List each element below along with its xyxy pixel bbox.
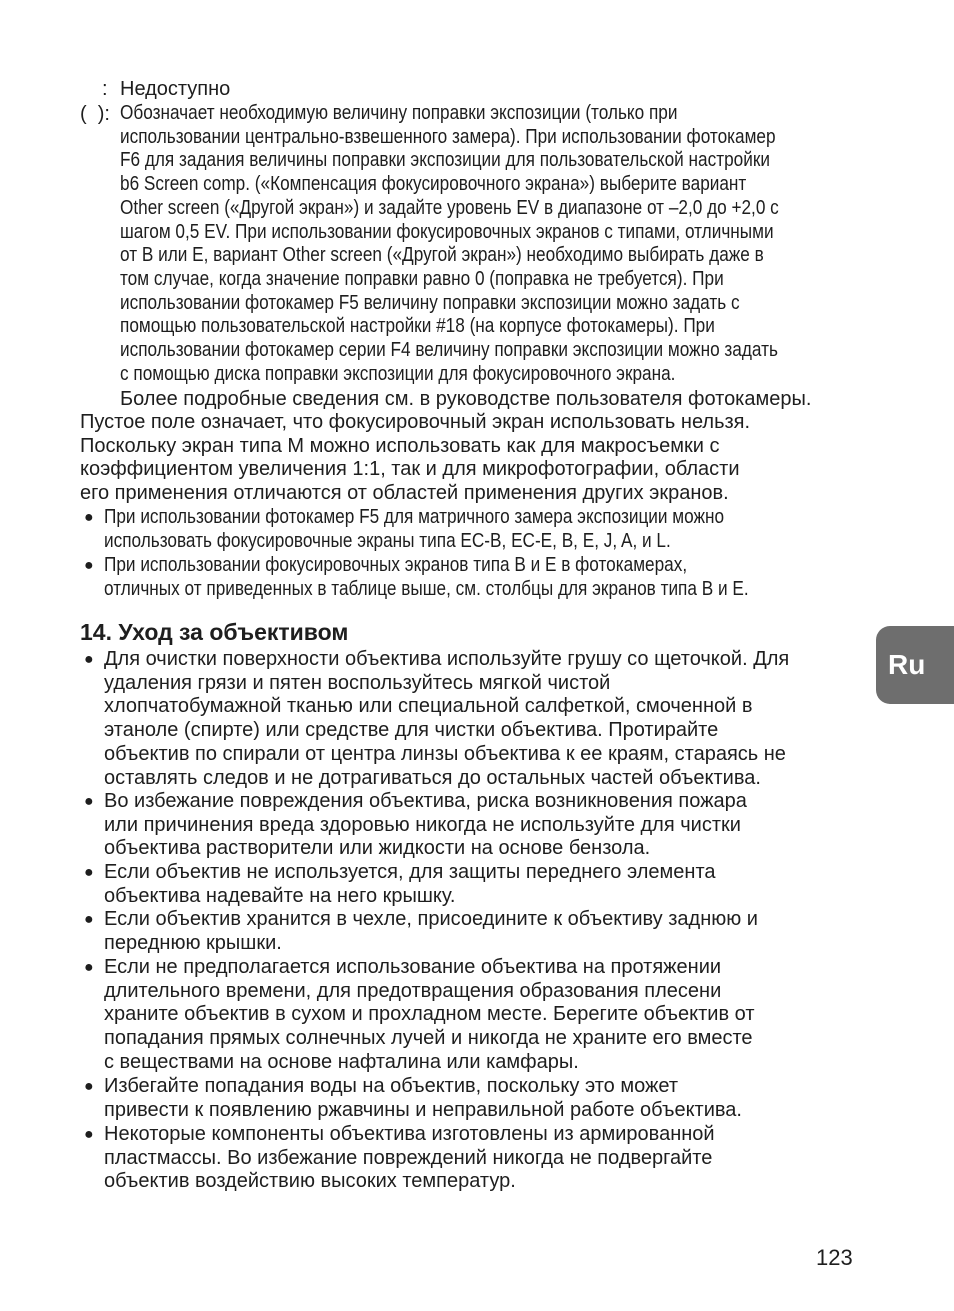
item-line: объектив воздействию высоких температур. [104,1170,516,1193]
list-item-text [104,1075,864,1122]
bullet-icon: ● [84,911,94,928]
list-item-text [104,1123,864,1194]
list-item-text [104,861,864,908]
legend-unavailable-mark: : [102,78,108,100]
legend-paren-line: Обозначает необходимую величину поправки экспозиции (только при [120,102,678,124]
page-number: 123 [816,1245,853,1270]
legend-paren-line: с помощью диска поправки экспозиции для фокусировочного экрана. [120,362,676,385]
bullet-icon: ● [84,509,94,526]
legend-paren-line: шагом 0,5 EV. При использовании фокусировочных экранов с типами, отличными [120,220,774,243]
legend-details-line: Более подробные сведения см. в руководстве пользователя фотокамеры. [120,388,812,410]
item-line: Для очистки поверхности объектива используйте грушу со щеточкой. Для [104,648,790,670]
item-line: попадания прямых солнечных лучей и никогда не храните его вместе [104,1027,753,1050]
bullet-icon: ● [84,651,94,668]
legend-paren-line: F6 для задания величины поправки экспозиции для пользовательской настройки [120,149,770,172]
legend-paren-block [120,102,779,386]
item-line: объектив по спирали от центра линзы объектива к ее краям, стараясь не [104,742,786,765]
legend-paren-line: b6 Screen comp. («Компенсация фокусировочного экрана») выберите вариант [120,173,747,196]
item-line: или причинения вреда здоровью никогда не используйте для чистки [104,813,741,836]
item-line: длительного времени, для предотвращения образования плесени [104,979,722,1002]
item-line: Во избежание повреждения объектива, риска возникновения пожара [104,790,747,812]
note-line: При использовании фотокамер F5 для матричного замера экспозиции можно [104,506,725,528]
paragraph-line: его применения отличаются от областей применения других экранов. [80,482,729,505]
bullet-icon: ● [84,864,94,881]
list-item-text [104,956,864,1075]
item-line: Если не предполагается использование объектива на протяжении [104,956,722,978]
legend-paren-line: использовании центрально-взвешенного замера). При использовании фотокамер [120,125,776,148]
legend-paren-line: от B или E, вариант Other screen («Другой экран») необходимо выбирать даже в [120,244,764,267]
bullet-icon: ● [84,1078,94,1095]
bullet-icon: ● [84,793,94,810]
item-line: объектива растворители или жидкости на основе бензола. [104,837,651,860]
item-line: с веществами на основе нафталина или камфары. [104,1050,579,1073]
item-line: оставлять следов и не дотрагиваться до остальных частей объектива. [104,766,761,789]
item-line: Если объектив хранится в чехле, присоедините к объективу заднюю и [104,908,758,930]
list-item-text [104,790,864,861]
legend-paren-line: использовании фотокамер F5 величину поправки экспозиции можно задать с [120,291,740,314]
item-line: объектива надевайте на него крышку. [104,884,456,907]
item-line: привести к появлению ржавчины и неправильной работе объектива. [104,1098,742,1121]
bullet-icon: ● [84,557,94,574]
note-line: отличных от приведенных в таблице выше, см. столбцы для экранов типа B и E. [104,577,749,600]
item-line: Избегайте попадания воды на объектив, поскольку это может [104,1075,678,1097]
item-line: Некоторые компоненты объектива изготовлены из армированной [104,1123,715,1145]
note-text [104,506,864,553]
bullet-icon: ● [84,959,94,976]
item-line: этаноле (спирте) или средстве для чистки объектива. Протирайте [104,719,719,742]
item-line: Если объектив не используется, для защиты переднего элемента [104,861,716,883]
legend-paren-mark: ( ): [80,103,110,125]
list-item-text [104,908,864,955]
language-tab: Ru [876,626,954,704]
bullet-icon: ● [84,1126,94,1143]
note-line: При использовании фокусировочных экранов типа B и E в фотокамерах, [104,554,688,576]
legend-paren-line: Other screen («Другой экран») и задайте уровень EV в диапазоне от –2,0 до +2,0 с [120,196,779,219]
item-line: пластмассы. Во избежание повреждений никогда не подвергайте [104,1146,713,1169]
list-item-text [104,648,864,790]
item-line: удаления грязи и пятен воспользуйтесь мягкой чистой [104,671,611,694]
empty-field-paragraph [80,411,870,506]
legend-paren-line: помощью пользовательской настройки #18 (на корпусе фотокамеры). При [120,315,715,338]
note-text [104,554,864,601]
note-block [104,506,724,553]
legend-paren-line: использовании фотокамер серии F4 величину поправки экспозиции можно задать [120,339,778,362]
section-title: 14. Уход за объективом [80,619,349,645]
item-line: храните объектив в сухом и прохладном месте. Берегите объектив от [104,1003,755,1026]
paragraph-line: коэффициентом увеличения 1:1, так и для микрофотографии, области [80,458,740,481]
legend-paren-text [120,102,880,386]
item-line: хлопчатобумажной тканью или специальной салфеткой, смоченной в [104,695,753,718]
paragraph-line: Поскольку экран типа M можно использовать как для макросъемки с [80,434,720,457]
legend-paren-line: том случае, когда значение поправки равно 0 (поправка не требуется). При [120,267,724,290]
note-line: использовать фокусировочные экраны типа EC-B, EC-E, B, E, J, A, и L. [104,529,671,552]
paragraph-line: Пустое поле означает, что фокусировочный экран использовать нельзя. [80,411,751,433]
legend-unavailable-text: Недоступно [120,78,231,100]
item-line: переднюю крышки. [104,931,282,954]
note-block [104,554,749,601]
